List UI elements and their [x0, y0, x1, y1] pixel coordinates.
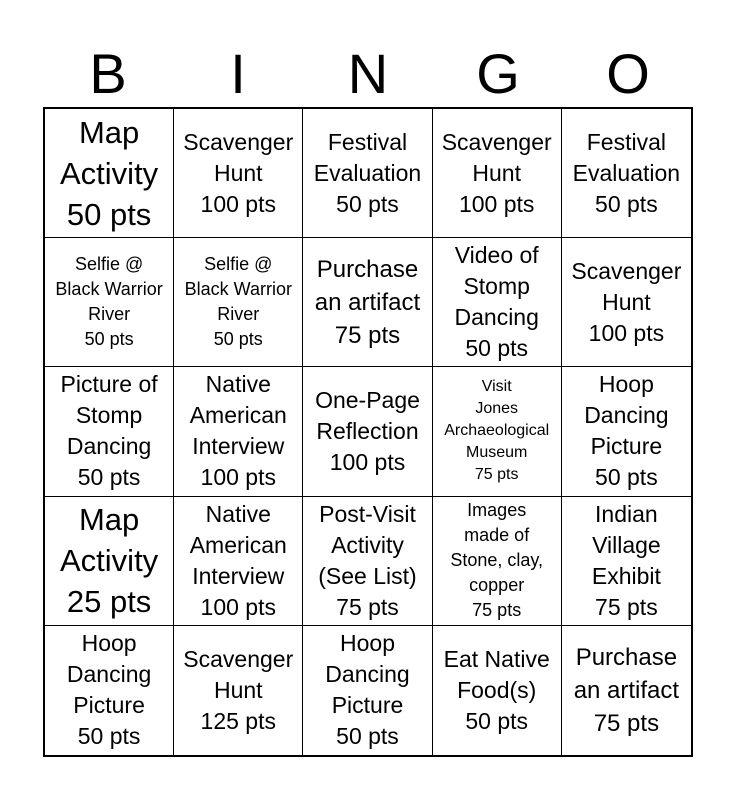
- cell-text: Video of Stomp Dancing 50 pts: [454, 242, 539, 362]
- bingo-cell-r3c2[interactable]: [174, 367, 303, 496]
- bingo-cell-r1c3[interactable]: [303, 109, 432, 238]
- cell-text: Picture of Stomp Dancing 50 pts: [60, 371, 158, 491]
- bingo-cell-r1c4[interactable]: [433, 109, 562, 238]
- cell-text: Festival Evaluation 50 pts: [572, 128, 681, 217]
- cell-text: Post-Visit Activity (See List) 75 pts: [318, 500, 417, 620]
- cell-text: Indian Village Exhibit 75 pts: [591, 500, 661, 620]
- header-letter-n: N: [347, 42, 389, 105]
- header-letter-g: G: [476, 42, 520, 105]
- bingo-cell-r3c4[interactable]: [433, 367, 562, 496]
- bingo-cell-r3c3[interactable]: [303, 367, 432, 496]
- bingo-cell-r4c3[interactable]: [303, 497, 432, 626]
- cell-text: Scavenger Hunt 100 pts: [571, 257, 682, 346]
- cell-text: Hoop Dancing Picture 50 pts: [66, 630, 152, 750]
- bingo-cell-r5c3[interactable]: [303, 626, 432, 755]
- cell-text: Purchase an artifact 75 pts: [573, 643, 680, 737]
- cell-text: Scavenger Hunt 100 pts: [183, 128, 294, 217]
- bingo-cell-r3c5[interactable]: [562, 367, 691, 496]
- header-letter-b: B: [89, 42, 127, 105]
- bingo-cell-r4c2[interactable]: [174, 497, 303, 626]
- bingo-cell-r1c1[interactable]: [45, 109, 174, 238]
- bingo-header: [43, 40, 693, 108]
- bingo-cell-r5c4[interactable]: [433, 626, 562, 755]
- cell-text: Selfie @ Black Warrior River 50 pts: [55, 254, 163, 350]
- cell-text: Scavenger Hunt 100 pts: [441, 128, 552, 217]
- bingo-cell-r4c5[interactable]: [562, 497, 691, 626]
- cell-text: Visit Jones Archaeological Museum 75 pts: [444, 378, 550, 484]
- cell-text: Festival Evaluation 50 pts: [313, 128, 422, 217]
- bingo-cell-r2c3[interactable]: [303, 238, 432, 367]
- bingo-cell-r5c1[interactable]: [45, 626, 174, 755]
- bingo-cell-r2c5[interactable]: [562, 238, 691, 367]
- bingo-cell-r5c2[interactable]: [174, 626, 303, 755]
- bingo-cell-r2c1[interactable]: [45, 238, 174, 367]
- cell-text: Scavenger Hunt 125 pts: [183, 645, 294, 734]
- header-letter-o: O: [606, 42, 650, 105]
- bingo-cell-r2c2[interactable]: [174, 238, 303, 367]
- cell-text: Native American Interview 100 pts: [189, 371, 287, 491]
- cell-text: Selfie @ Black Warrior River 50 pts: [184, 254, 292, 350]
- cell-text: Map Activity 25 pts: [60, 502, 159, 620]
- cell-text: Purchase an artifact 75 pts: [314, 255, 421, 349]
- cell-text: Map Activity 50 pts: [60, 114, 159, 232]
- bingo-cell-r4c4[interactable]: [433, 497, 562, 626]
- bingo-cell-r1c5[interactable]: [562, 109, 691, 238]
- cell-text: One-Page Reflection 100 pts: [315, 386, 420, 475]
- cell-text: Images made of Stone, clay, copper 75 pts: [450, 500, 544, 621]
- bingo-cell-r4c1[interactable]: [45, 497, 174, 626]
- cell-text: Hoop Dancing Picture 50 pts: [584, 371, 669, 491]
- bingo-cell-r1c2[interactable]: [174, 109, 303, 238]
- cell-text: Native American Interview 100 pts: [189, 500, 287, 620]
- header-letter-i: I: [230, 42, 246, 105]
- bingo-cell-r2c4[interactable]: [433, 238, 562, 367]
- bingo-board: [43, 107, 693, 757]
- bingo-cell-r3c1[interactable]: [45, 367, 174, 496]
- cell-text: Hoop Dancing Picture 50 pts: [325, 630, 410, 750]
- bingo-cell-r5c5[interactable]: [562, 626, 691, 755]
- cell-text: Eat Native Food(s) 50 pts: [443, 645, 550, 734]
